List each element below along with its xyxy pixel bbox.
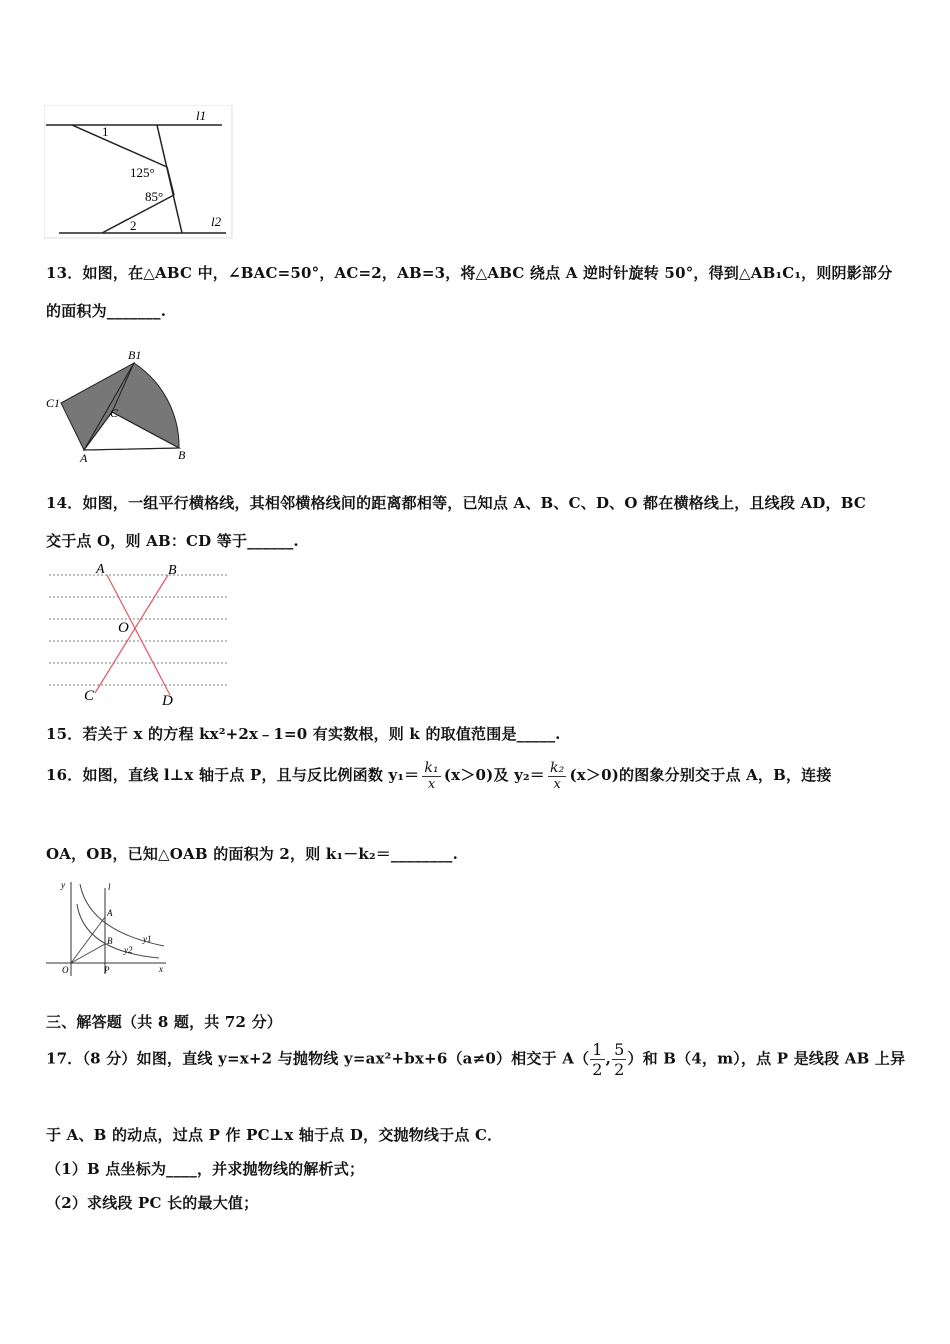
- label-B1: B1: [128, 348, 142, 362]
- label-x: x: [159, 964, 163, 974]
- label-angle-1: 1: [102, 124, 109, 139]
- label-angle-85: 85°: [145, 189, 164, 204]
- q17-sub2: （2）求线段 PC 长的最大值；: [46, 1194, 259, 1212]
- q13-line2: 的面积为_______.: [46, 302, 167, 320]
- fraction-5-over-2: $\frac{5}{2}$: [614, 1040, 625, 1079]
- q17-part2: ）和 B（4，m），点 P 是线段 AB 上异: [627, 1049, 906, 1068]
- label-y1: y1: [143, 934, 152, 944]
- fraction-k2-over-x: $\frac{\text{k₂}}{x}$: [549, 760, 565, 792]
- q17-part1: 17．（8 分）如图，直线 y=x+2 与抛物线 y=ax²+bx+6（a≠0）相交于 A（: [46, 1049, 590, 1068]
- figure-inverse-functions: [44, 876, 174, 981]
- label-A: A: [96, 562, 105, 577]
- label-angle-2: 2: [130, 218, 137, 233]
- segment-AD: [107, 575, 170, 695]
- label-y2: y2: [124, 945, 133, 955]
- label-P: P: [104, 965, 110, 975]
- q17-line1: [46, 1040, 905, 1079]
- q14-line1: 14．如图，一组平行横格线，其相邻横格线间的距离都相等，已知点 A、B、C、D、O 都在横格线上，且线段 AD，BC: [46, 494, 867, 512]
- label-C1: C1: [46, 396, 61, 410]
- segment-BC: [95, 575, 168, 693]
- label-C: C: [110, 406, 119, 420]
- label-y: y: [61, 880, 65, 890]
- q16-part1: 16．如图，直线 l⊥x 轴于点 P，且与反比例函数 y₁＝: [46, 766, 420, 784]
- label-B: B: [168, 563, 177, 578]
- q16-part3: (x＞0)的图象分别交于点 A，B，连接: [569, 766, 832, 784]
- fraction-k1-over-x: $\frac{\text{k₁}}{x}$: [424, 760, 439, 792]
- fraction-1-over-2: $\frac{1}{2}$: [592, 1040, 603, 1079]
- label-O: O: [62, 965, 69, 975]
- q16-part2: (x＞0)及 y₂＝: [443, 766, 545, 784]
- q16-line2: OA，OB，已知△OAB 的面积为 2，则 k₁－k₂＝________.: [46, 845, 459, 863]
- figure-parallel-grid-lines: [44, 560, 234, 710]
- q17-sub1: （1）B 点坐标为____，并求抛物线的解析式；: [46, 1160, 365, 1178]
- q13-line1: 13．如图，在△ABC 中，∠BAC=50°，AC=2，AB=3，将△ABC 绕点 A 逆时针旋转 50°，得到△AB₁C₁，则阴影部分: [46, 264, 893, 282]
- label-l2: l2: [211, 214, 222, 229]
- label-B: B: [107, 936, 113, 946]
- label-O: O: [118, 620, 129, 636]
- label-C: C: [84, 688, 95, 704]
- label-A: A: [107, 908, 113, 918]
- q17-line2: 于 A、B 的动点，过点 P 作 PC⊥x 轴于点 D，交抛物线于点 C．: [46, 1126, 503, 1144]
- comma: ,: [605, 1049, 612, 1068]
- q16-line1: [46, 760, 832, 792]
- label-l: l: [108, 882, 111, 892]
- figure-rotated-triangle: [44, 345, 194, 465]
- label-D: D: [162, 693, 173, 709]
- label-B: B: [178, 448, 186, 462]
- label-angle-125: 125°: [130, 165, 155, 180]
- section-title: 三、解答题（共 8 题，共 72 分）: [46, 1013, 283, 1031]
- q15-text: 15．若关于 x 的方程 kx²+2x﹣1=0 有实数根，则 k 的取值范围是_____.: [46, 725, 561, 743]
- label-l1: l1: [196, 108, 207, 123]
- q14-line2: 交于点 O，则 AB：CD 等于______.: [46, 532, 299, 550]
- figure-parallel-lines-angles: [44, 105, 234, 240]
- label-A: A: [80, 451, 88, 465]
